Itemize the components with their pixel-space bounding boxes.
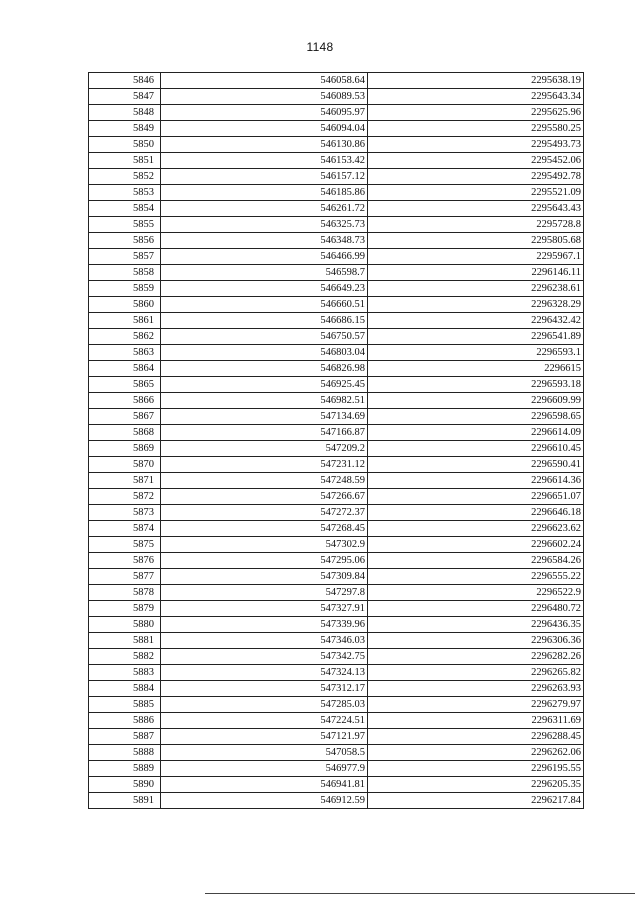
table-row (89, 377, 584, 393)
y-coordinate-cell: 2295643.34 (368, 89, 584, 105)
y-coordinate-cell: 2295967.1 (368, 249, 584, 265)
table-row (89, 681, 584, 697)
table-row (89, 505, 584, 521)
x-coordinate-cell: 546261.72 (161, 201, 368, 217)
y-coordinate-cell: 2296436.35 (368, 617, 584, 633)
table-row (89, 345, 584, 361)
y-coordinate-cell: 2295643.43 (368, 201, 584, 217)
table-row (89, 201, 584, 217)
y-coordinate-cell: 2295521.09 (368, 185, 584, 201)
y-coordinate-cell: 2295625.96 (368, 105, 584, 121)
y-coordinate-cell: 2295638.19 (368, 73, 584, 89)
point-id-cell: 5857 (89, 249, 161, 265)
table-row (89, 425, 584, 441)
x-coordinate-cell: 546466.99 (161, 249, 368, 265)
table-row (89, 777, 584, 793)
x-coordinate-cell: 546912.59 (161, 793, 368, 809)
y-coordinate-cell: 2296217.84 (368, 793, 584, 809)
table-row (89, 537, 584, 553)
point-id-cell: 5870 (89, 457, 161, 473)
point-id-cell: 5871 (89, 473, 161, 489)
point-id-cell: 5891 (89, 793, 161, 809)
table-row (89, 233, 584, 249)
y-coordinate-cell: 2296480.72 (368, 601, 584, 617)
table-row (89, 121, 584, 137)
x-coordinate-cell: 546660.51 (161, 297, 368, 313)
y-coordinate-cell: 2295452.06 (368, 153, 584, 169)
y-coordinate-cell: 2296205.35 (368, 777, 584, 793)
y-coordinate-cell: 2296238.61 (368, 281, 584, 297)
y-coordinate-cell: 2296623.62 (368, 521, 584, 537)
y-coordinate-cell: 2296522.9 (368, 585, 584, 601)
point-id-cell: 5879 (89, 601, 161, 617)
point-id-cell: 5887 (89, 729, 161, 745)
x-coordinate-cell: 547224.51 (161, 713, 368, 729)
x-coordinate-cell: 547121.97 (161, 729, 368, 745)
x-coordinate-cell: 546826.98 (161, 361, 368, 377)
x-coordinate-cell: 546941.81 (161, 777, 368, 793)
x-coordinate-cell: 547058.5 (161, 745, 368, 761)
y-coordinate-cell: 2296593.18 (368, 377, 584, 393)
table-row (89, 745, 584, 761)
point-id-cell: 5884 (89, 681, 161, 697)
y-coordinate-cell: 2296610.45 (368, 441, 584, 457)
point-id-cell: 5875 (89, 537, 161, 553)
point-id-cell: 5863 (89, 345, 161, 361)
point-id-cell: 5848 (89, 105, 161, 121)
y-coordinate-cell: 2296598.65 (368, 409, 584, 425)
page-number: 1148 (306, 40, 334, 54)
table-row (89, 633, 584, 649)
y-coordinate-cell: 2296541.89 (368, 329, 584, 345)
y-coordinate-cell: 2296609.99 (368, 393, 584, 409)
x-coordinate-cell: 546348.73 (161, 233, 368, 249)
y-coordinate-cell: 2296432.42 (368, 313, 584, 329)
table-row (89, 585, 584, 601)
coordinates-table (88, 72, 584, 809)
y-coordinate-cell: 2296651.07 (368, 489, 584, 505)
x-coordinate-cell: 546058.64 (161, 73, 368, 89)
point-id-cell: 5872 (89, 489, 161, 505)
x-coordinate-cell: 547166.87 (161, 425, 368, 441)
x-coordinate-cell: 547312.17 (161, 681, 368, 697)
y-coordinate-cell: 2296195.55 (368, 761, 584, 777)
x-coordinate-cell: 546598.7 (161, 265, 368, 281)
x-coordinate-cell: 546130.86 (161, 137, 368, 153)
y-coordinate-cell: 2296263.93 (368, 681, 584, 697)
y-coordinate-cell: 2296590.41 (368, 457, 584, 473)
point-id-cell: 5885 (89, 697, 161, 713)
bottom-rule (205, 893, 635, 894)
x-coordinate-cell: 546157.12 (161, 169, 368, 185)
point-id-cell: 5865 (89, 377, 161, 393)
point-id-cell: 5856 (89, 233, 161, 249)
table-row (89, 393, 584, 409)
table-row (89, 761, 584, 777)
table-row (89, 329, 584, 345)
table-row (89, 441, 584, 457)
y-coordinate-cell: 2296279.97 (368, 697, 584, 713)
table-row (89, 169, 584, 185)
x-coordinate-cell: 546977.9 (161, 761, 368, 777)
x-coordinate-cell: 547297.8 (161, 585, 368, 601)
x-coordinate-cell: 546982.51 (161, 393, 368, 409)
table-row (89, 729, 584, 745)
table-row (89, 105, 584, 121)
x-coordinate-cell: 547134.69 (161, 409, 368, 425)
table-row (89, 601, 584, 617)
x-coordinate-cell: 546649.23 (161, 281, 368, 297)
y-coordinate-cell: 2296311.69 (368, 713, 584, 729)
table-row (89, 361, 584, 377)
y-coordinate-cell: 2296614.09 (368, 425, 584, 441)
y-coordinate-cell: 2295728.8 (368, 217, 584, 233)
table-row (89, 489, 584, 505)
point-id-cell: 5846 (89, 73, 161, 89)
point-id-cell: 5868 (89, 425, 161, 441)
point-id-cell: 5864 (89, 361, 161, 377)
point-id-cell: 5888 (89, 745, 161, 761)
point-id-cell: 5849 (89, 121, 161, 137)
table-row (89, 473, 584, 489)
table-row (89, 297, 584, 313)
point-id-cell: 5882 (89, 649, 161, 665)
point-id-cell: 5889 (89, 761, 161, 777)
point-id-cell: 5873 (89, 505, 161, 521)
y-coordinate-cell: 2296593.1 (368, 345, 584, 361)
y-coordinate-cell: 2296265.82 (368, 665, 584, 681)
x-coordinate-cell: 546325.73 (161, 217, 368, 233)
x-coordinate-cell: 547266.67 (161, 489, 368, 505)
table-row (89, 313, 584, 329)
y-coordinate-cell: 2296584.26 (368, 553, 584, 569)
point-id-cell: 5877 (89, 569, 161, 585)
y-coordinate-cell: 2295805.68 (368, 233, 584, 249)
point-id-cell: 5880 (89, 617, 161, 633)
table-row (89, 793, 584, 809)
y-coordinate-cell: 2296146.11 (368, 265, 584, 281)
y-coordinate-cell: 2296615 (368, 361, 584, 377)
table-row (89, 217, 584, 233)
x-coordinate-cell: 547272.37 (161, 505, 368, 521)
y-coordinate-cell: 2295493.73 (368, 137, 584, 153)
table-row (89, 569, 584, 585)
x-coordinate-cell: 547231.12 (161, 457, 368, 473)
table-row (89, 553, 584, 569)
table-row (89, 617, 584, 633)
point-id-cell: 5861 (89, 313, 161, 329)
table-row (89, 649, 584, 665)
point-id-cell: 5855 (89, 217, 161, 233)
y-coordinate-cell: 2296602.24 (368, 537, 584, 553)
y-coordinate-cell: 2295492.78 (368, 169, 584, 185)
table-row (89, 89, 584, 105)
table-row (89, 697, 584, 713)
y-coordinate-cell: 2296288.45 (368, 729, 584, 745)
table-row (89, 281, 584, 297)
y-coordinate-cell: 2296262.06 (368, 745, 584, 761)
point-id-cell: 5878 (89, 585, 161, 601)
x-coordinate-cell: 546686.15 (161, 313, 368, 329)
x-coordinate-cell: 546803.04 (161, 345, 368, 361)
point-id-cell: 5847 (89, 89, 161, 105)
coordinates-table-body (89, 73, 584, 809)
x-coordinate-cell: 547324.13 (161, 665, 368, 681)
table-row (89, 73, 584, 89)
table-row (89, 265, 584, 281)
x-coordinate-cell: 547268.45 (161, 521, 368, 537)
x-coordinate-cell: 547209.2 (161, 441, 368, 457)
y-coordinate-cell: 2296306.36 (368, 633, 584, 649)
y-coordinate-cell: 2296282.26 (368, 649, 584, 665)
table-row (89, 521, 584, 537)
x-coordinate-cell: 546095.97 (161, 105, 368, 121)
point-id-cell: 5876 (89, 553, 161, 569)
x-coordinate-cell: 546094.04 (161, 121, 368, 137)
y-coordinate-cell: 2296646.18 (368, 505, 584, 521)
point-id-cell: 5862 (89, 329, 161, 345)
table-row (89, 249, 584, 265)
x-coordinate-cell: 547302.9 (161, 537, 368, 553)
x-coordinate-cell: 546185.86 (161, 185, 368, 201)
point-id-cell: 5881 (89, 633, 161, 649)
point-id-cell: 5874 (89, 521, 161, 537)
y-coordinate-cell: 2296328.29 (368, 297, 584, 313)
point-id-cell: 5852 (89, 169, 161, 185)
x-coordinate-cell: 546089.53 (161, 89, 368, 105)
x-coordinate-cell: 546153.42 (161, 153, 368, 169)
x-coordinate-cell: 547339.96 (161, 617, 368, 633)
point-id-cell: 5890 (89, 777, 161, 793)
x-coordinate-cell: 546750.57 (161, 329, 368, 345)
table-row (89, 665, 584, 681)
y-coordinate-cell: 2296614.36 (368, 473, 584, 489)
x-coordinate-cell: 547285.03 (161, 697, 368, 713)
x-coordinate-cell: 546925.45 (161, 377, 368, 393)
point-id-cell: 5853 (89, 185, 161, 201)
table-row (89, 457, 584, 473)
point-id-cell: 5859 (89, 281, 161, 297)
table-row (89, 185, 584, 201)
point-id-cell: 5866 (89, 393, 161, 409)
point-id-cell: 5869 (89, 441, 161, 457)
point-id-cell: 5851 (89, 153, 161, 169)
point-id-cell: 5850 (89, 137, 161, 153)
point-id-cell: 5860 (89, 297, 161, 313)
x-coordinate-cell: 547248.59 (161, 473, 368, 489)
point-id-cell: 5867 (89, 409, 161, 425)
y-coordinate-cell: 2296555.22 (368, 569, 584, 585)
x-coordinate-cell: 547309.84 (161, 569, 368, 585)
point-id-cell: 5858 (89, 265, 161, 281)
table-row (89, 153, 584, 169)
x-coordinate-cell: 547327.91 (161, 601, 368, 617)
table-row (89, 137, 584, 153)
table-row (89, 409, 584, 425)
point-id-cell: 5883 (89, 665, 161, 681)
x-coordinate-cell: 547295.06 (161, 553, 368, 569)
point-id-cell: 5886 (89, 713, 161, 729)
point-id-cell: 5854 (89, 201, 161, 217)
table-row (89, 713, 584, 729)
x-coordinate-cell: 547346.03 (161, 633, 368, 649)
x-coordinate-cell: 547342.75 (161, 649, 368, 665)
y-coordinate-cell: 2295580.25 (368, 121, 584, 137)
